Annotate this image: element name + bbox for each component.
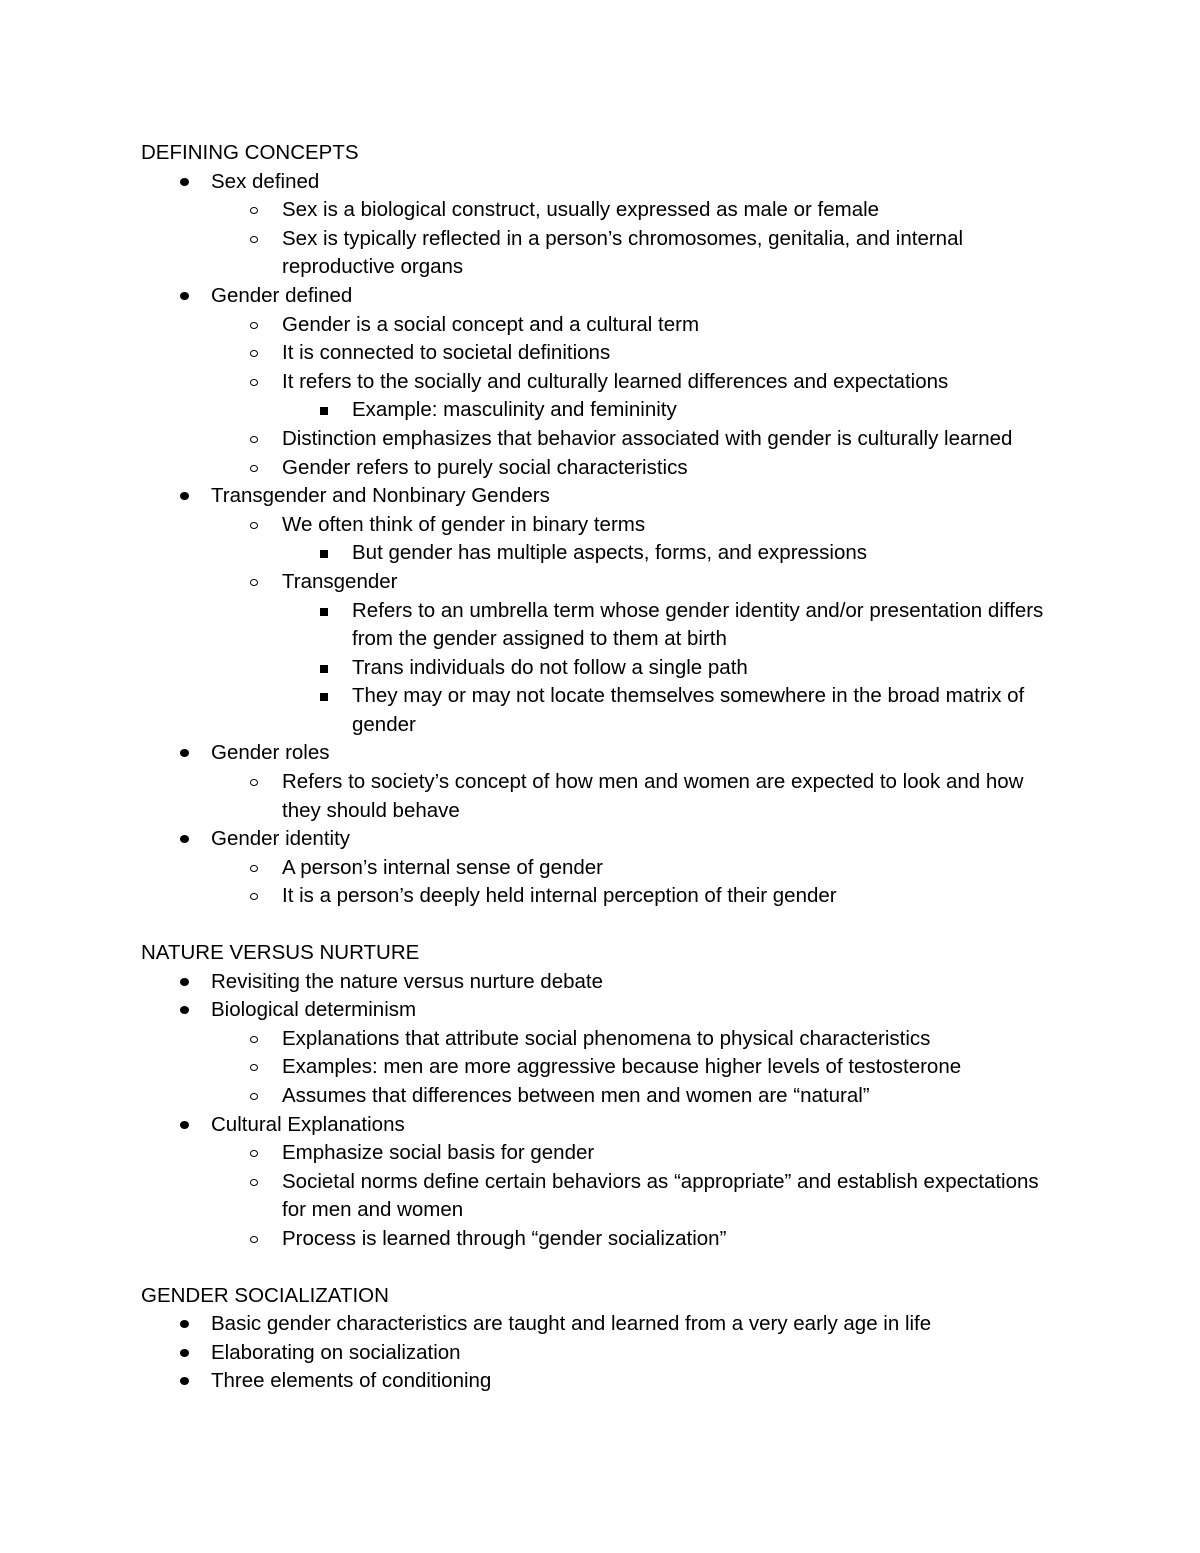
outline-list (141, 168, 1061, 911)
filled-bullet-icon (180, 1121, 189, 1129)
hollow-bullet-icon (250, 893, 258, 900)
filled-bullet-icon (180, 1006, 189, 1014)
list-item (141, 996, 1061, 1025)
list-item-text: Three elements of conditioning (211, 1369, 492, 1393)
list-item (141, 396, 1061, 425)
list-item-text: Elaborating on socialization (211, 1340, 461, 1364)
list-item-text: Transgender (282, 569, 398, 593)
list-item (141, 768, 1061, 825)
hollow-bullet-icon (250, 865, 258, 872)
list-item-text: Cultural Explanations (211, 1112, 405, 1136)
list-item-text: Process is learned through “gender socialization” (282, 1226, 727, 1250)
filled-bullet-icon (180, 978, 189, 986)
list-item (141, 1082, 1061, 1111)
list-item (141, 225, 1061, 282)
square-bullet-icon (320, 550, 328, 558)
list-item-text: It refers to the socially and culturally learned differences and expectations (282, 369, 949, 393)
list-item (141, 339, 1061, 368)
hollow-bullet-icon (250, 779, 258, 786)
document-body (141, 139, 1061, 1396)
filled-bullet-icon (180, 492, 189, 500)
list-item-text: Basic gender characteristics are taught and learned from a very early age in life (211, 1312, 932, 1336)
section-heading: GENDER SOCIALIZATION (141, 1283, 389, 1307)
list-item (141, 1025, 1061, 1054)
list-item (141, 968, 1061, 997)
list-item-text: Sex defined (211, 169, 320, 193)
list-item-text: We often think of gender in binary terms (282, 512, 646, 536)
list-item (141, 1139, 1061, 1168)
list-item (141, 1225, 1061, 1254)
hollow-bullet-icon (250, 465, 258, 472)
list-item (141, 568, 1061, 597)
list-item (141, 654, 1061, 683)
list-item-text: Refers to society’s concept of how men and women are expected to look and how they should behave (282, 770, 1024, 822)
list-item (141, 597, 1061, 654)
list-item-text: Transgender and Nonbinary Genders (211, 484, 550, 508)
list-item-text: Gender defined (211, 283, 353, 307)
list-item (141, 882, 1061, 911)
hollow-bullet-icon (250, 322, 258, 329)
hollow-bullet-icon (250, 350, 258, 357)
hollow-bullet-icon (250, 236, 258, 243)
outline-list (141, 1310, 1061, 1396)
list-item-text: They may or may not locate themselves somewhere in the broad matrix of gender (352, 684, 1025, 736)
list-item-text: Examples: men are more aggressive because higher levels of testosterone (282, 1055, 962, 1079)
list-item-text: Gender identity (211, 827, 351, 851)
list-item (141, 168, 1061, 197)
hollow-bullet-icon (250, 207, 258, 214)
list-item-text: A person’s internal sense of gender (282, 855, 604, 879)
filled-bullet-icon (180, 292, 189, 300)
list-item (141, 1168, 1061, 1225)
list-item (141, 739, 1061, 768)
list-item (141, 825, 1061, 854)
list-item-text: Sex is typically reflected in a person’s chromosomes, genitalia, and internal reproductive organs (282, 226, 964, 279)
square-bullet-icon (320, 407, 328, 415)
hollow-bullet-icon (250, 1064, 258, 1071)
filled-bullet-icon (180, 1320, 189, 1328)
list-item-text: It is connected to societal definitions (282, 341, 611, 365)
list-item (141, 854, 1061, 883)
list-item-text: It is a person’s deeply held internal perception of their gender (282, 884, 837, 908)
hollow-bullet-icon (250, 522, 258, 529)
list-item (141, 368, 1061, 397)
list-item (141, 1310, 1061, 1339)
list-item-text: But gender has multiple aspects, forms, and expressions (352, 541, 868, 565)
section-spacer (141, 911, 1061, 939)
hollow-bullet-icon (250, 1236, 258, 1243)
hollow-bullet-icon (250, 1179, 258, 1186)
filled-bullet-icon (180, 178, 189, 186)
list-item-text: Revisiting the nature versus nurture debate (211, 969, 604, 993)
section-spacer (141, 1254, 1061, 1282)
section-heading: DEFINING CONCEPTS (141, 141, 359, 164)
hollow-bullet-icon (250, 1093, 258, 1100)
list-item (141, 282, 1061, 311)
list-item-text: Trans individuals do not follow a single path (352, 655, 748, 679)
list-item-text: Gender is a social concept and a cultural term (282, 312, 700, 336)
list-item (141, 1367, 1061, 1396)
list-item (141, 511, 1061, 540)
list-item-text: Societal norms define certain behaviors as “appropriate” and establish expectations for men and women (282, 1169, 1039, 1222)
list-item (141, 454, 1061, 483)
hollow-bullet-icon (250, 579, 258, 586)
square-bullet-icon (320, 608, 328, 616)
list-item-text: Gender refers to purely social characteristics (282, 455, 688, 479)
square-bullet-icon (320, 665, 328, 673)
list-item-text: Refers to an umbrella term whose gender identity and/or presentation differs from the gender assigned to them at birth (352, 598, 1044, 651)
list-item-text: Gender roles (211, 741, 330, 765)
list-item-text: Explanations that attribute social phenomena to physical characteristics (282, 1026, 931, 1050)
hollow-bullet-icon (250, 436, 258, 443)
filled-bullet-icon (180, 749, 189, 757)
list-item (141, 1111, 1061, 1140)
list-item (141, 196, 1061, 225)
list-item-text: Emphasize social basis for gender (282, 1141, 595, 1165)
list-item (141, 1053, 1061, 1082)
list-item (141, 682, 1061, 739)
list-item-text: Sex is a biological construct, usually expressed as male or female (282, 198, 880, 222)
list-item (141, 539, 1061, 568)
filled-bullet-icon (180, 1349, 189, 1357)
hollow-bullet-icon (250, 1036, 258, 1043)
square-bullet-icon (320, 693, 328, 701)
outline-list (141, 968, 1061, 1254)
section-heading: NATURE VERSUS NURTURE (141, 941, 420, 965)
list-item (141, 482, 1061, 511)
hollow-bullet-icon (250, 1150, 258, 1157)
list-item (141, 311, 1061, 340)
list-item-text: Assumes that differences between men and women are “natural” (282, 1084, 870, 1107)
list-item-text: Distinction emphasizes that behavior associated with gender is culturally learned (282, 426, 1013, 450)
hollow-bullet-icon (250, 379, 258, 386)
list-item (141, 1339, 1061, 1368)
list-item-text: Example: masculinity and femininity (352, 398, 677, 422)
list-item-text: Biological determinism (211, 998, 417, 1022)
filled-bullet-icon (180, 835, 189, 843)
filled-bullet-icon (180, 1377, 189, 1385)
list-item (141, 425, 1061, 454)
